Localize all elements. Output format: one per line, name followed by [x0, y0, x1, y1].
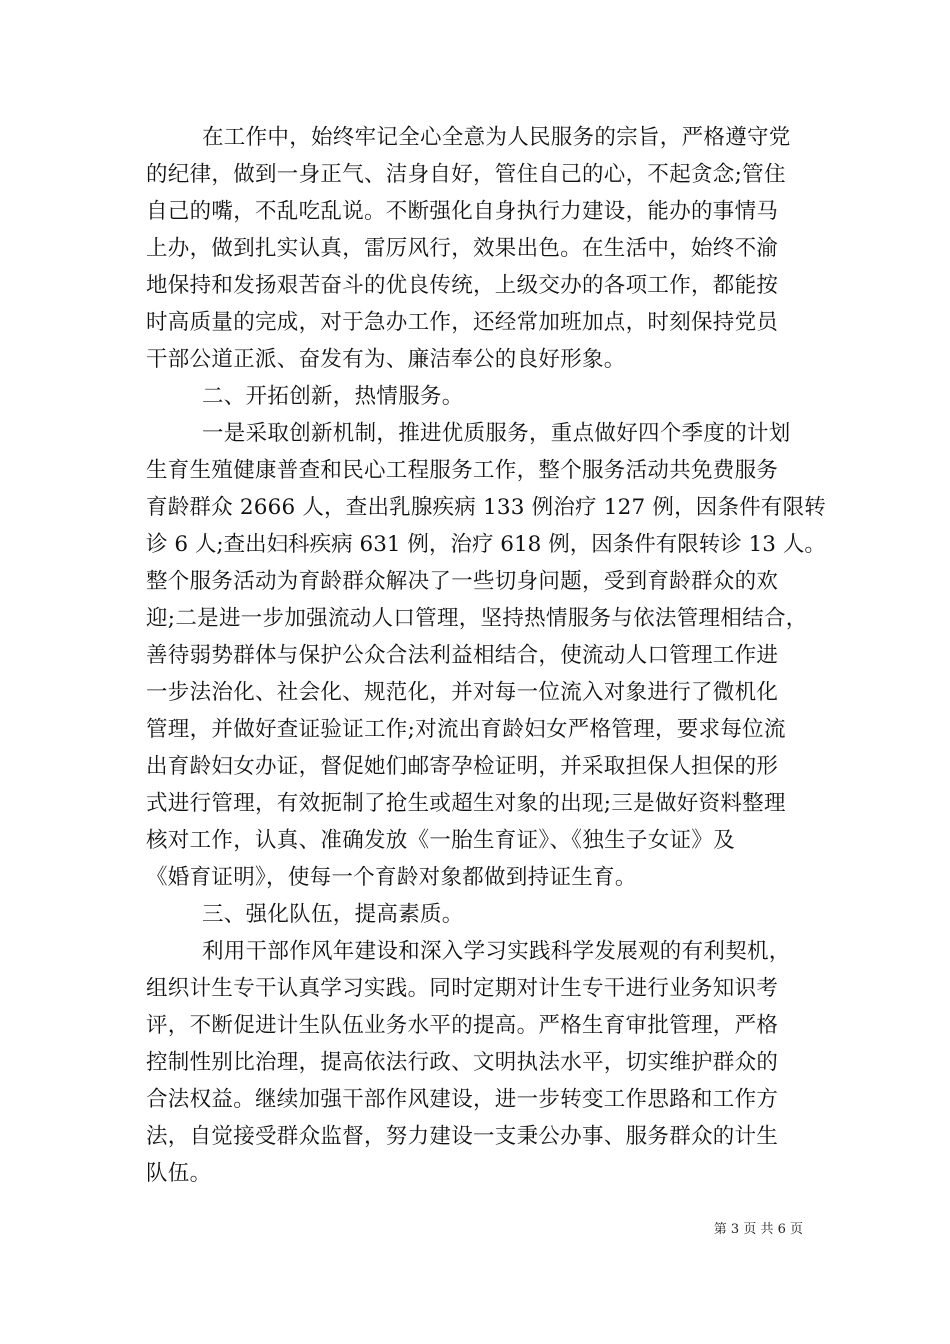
- page-number-footer: 第 3 页 共 6 页: [713, 1222, 803, 1237]
- text-line: 一步法治化、社会化、规范化，并对每一位流入对象进行了微机化: [146, 680, 779, 705]
- text-line: 诊 6 人;查出妇科疾病 631 例，治疗 618 例，因条件有限转诊 13 人。: [146, 532, 826, 557]
- text-line: 三、强化队伍，提高素质。: [202, 902, 464, 927]
- text-line: 在工作中，始终牢记全心全意为人民服务的宗旨，严格遵守党: [202, 125, 791, 150]
- text-line: 的纪律，做到一身正气、洁身自好，管住自己的心，不起贪念;管住: [146, 162, 786, 187]
- text-line: 善待弱势群体与保护公众合法利益相结合，使流动人口管理工作进: [146, 643, 779, 668]
- text-line: 控制性别比治理，提高依法行政、文明执法水平，切实维护群众的: [146, 1050, 779, 1075]
- text-line: 评，不断促进计生队伍业务水平的提高。严格生育审批管理，严格: [146, 1013, 779, 1038]
- text-line: 时高质量的完成，对于急办工作，还经常加班加点，时刻保持党员: [146, 310, 779, 335]
- text-line: 二、开拓创新，热情服务。: [202, 384, 464, 409]
- text-line: 队伍。: [146, 1161, 212, 1186]
- text-line: 利用干部作风年建设和深入学习实践科学发展观的有利契机，: [202, 939, 791, 964]
- text-line: 组织计生专干认真学习实践。同时定期对计生专干进行业务知识考: [146, 976, 779, 1001]
- document-body: [146, 119, 826, 1192]
- text-line: 式进行管理，有效扼制了抢生或超生对象的出现;三是做好资料整理: [146, 791, 786, 816]
- text-line: 合法权益。继续加强干部作风建设，进一步转变工作思路和工作方: [146, 1087, 779, 1112]
- text-line: 地保持和发扬艰苦奋斗的优良传统，上级交办的各项工作，都能按: [146, 273, 779, 298]
- text-line: 生育生殖健康普查和民心工程服务工作，整个服务活动共免费服务: [146, 458, 779, 483]
- text-line: 核对工作，认真、准确发放《一胎生育证》、《独生子女证》及: [146, 828, 735, 853]
- text-line: 育龄群众 2666 人，查出乳腺疾病 133 例治疗 127 例，因条件有限转: [146, 495, 826, 520]
- text-line: 管理，并做好查证验证工作;对流出育龄妇女严格管理，要求每位流: [146, 717, 786, 742]
- text-line: 《婚育证明》，使每一个育龄对象都做到持证生育。: [146, 865, 637, 890]
- text-line: 整个服务活动为育龄群众解决了一些切身问题，受到育龄群众的欢: [146, 569, 779, 594]
- text-line: 干部公道正派、奋发有为、廉洁奉公的良好形象。: [146, 347, 626, 372]
- text-line: 法，自觉接受群众监督，努力建设一支秉公办事、服务群众的计生: [146, 1124, 779, 1149]
- text-line: 上办，做到扎实认真，雷厉风行，效果出色。在生活中，始终不渝: [146, 236, 779, 261]
- text-line: 出育龄妇女办证，督促她们邮寄孕检证明，并采取担保人担保的形: [146, 754, 779, 779]
- text-line: 一是采取创新机制，推进优质服务，重点做好四个季度的计划: [202, 421, 791, 446]
- text-line: 迎;二是进一步加强流动人口管理，坚持热情服务与依法管理相结合，: [146, 606, 808, 631]
- text-line: 自己的嘴，不乱吃乱说。不断强化自身执行力建设，能办的事情马: [146, 199, 779, 224]
